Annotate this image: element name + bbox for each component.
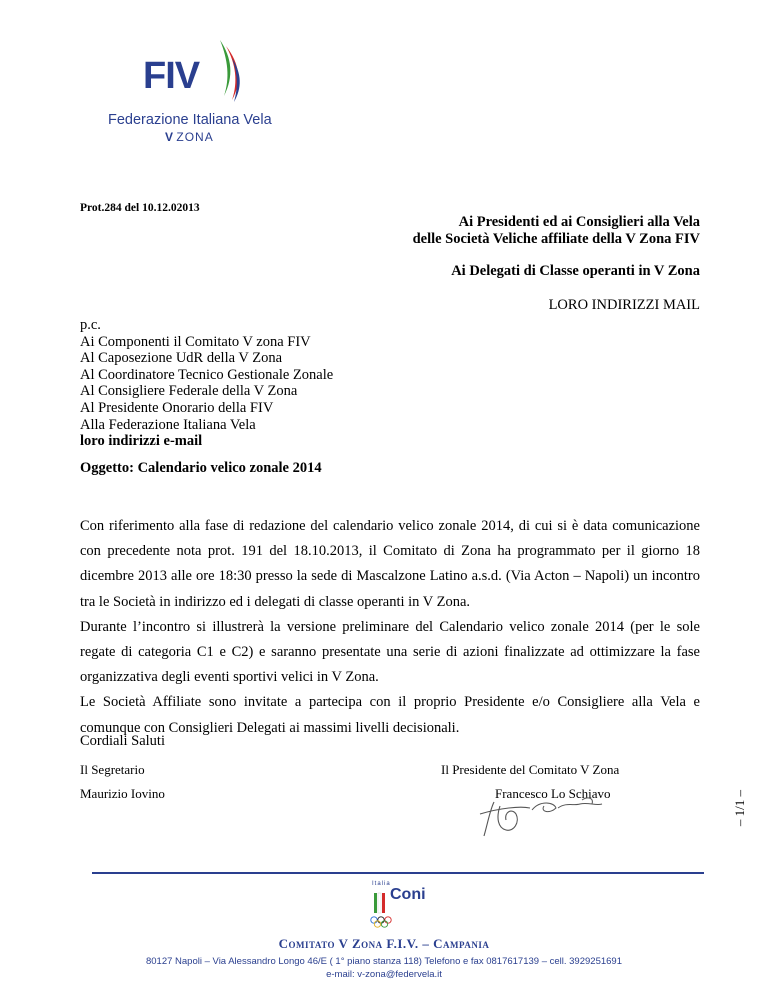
cc-item: Al Presidente Onorario della FIV xyxy=(80,399,274,416)
recipient-line-4: LORO INDIRIZZI MAIL xyxy=(548,297,700,313)
page-number: – 1/1 – xyxy=(732,789,747,827)
cc-item: Ai Componenti il Comitato V zona FIV xyxy=(80,333,311,350)
secretary-name: Maurizio Iovino xyxy=(80,786,165,801)
body-paragraph-3: Le Società Affiliate sono invitate a partecipa con il proprio Presidente e/o Consigliere alla Vela e comunque con Consiglieri Delegati ai massimi livelli decisionali. xyxy=(80,694,700,736)
president-role: Il Presidente del Comitato V Zona xyxy=(441,762,620,777)
protocol-number: Prot.284 del 10.12.02013 xyxy=(80,202,200,214)
president-name: Francesco Lo Schiavo xyxy=(495,786,611,801)
recipient-line-1: Ai Presidenti ed ai Consiglieri alla Vela xyxy=(458,214,700,230)
logo-zone xyxy=(165,130,214,144)
cc-list xyxy=(80,317,333,450)
committee-name: Comitato V Zona F.I.V. – Campania xyxy=(278,936,490,951)
footer-email: e-mail: v-zona@federvela.it xyxy=(326,969,442,980)
coni-italia-label: Italia xyxy=(372,881,391,887)
handwritten-signature xyxy=(470,792,620,844)
recipient-line-2: delle Società Veliche affiliate della V Zona FIV xyxy=(412,231,700,247)
cc-last: loro indirizzi e-mail xyxy=(80,433,203,450)
subject-line: Oggetto: Calendario velico zonale 2014 xyxy=(80,460,322,476)
recipient-line-3: Ai Delegati di Classe operanti in V Zona xyxy=(451,263,700,279)
cc-item: Al Consigliere Federale della V Zona xyxy=(80,383,298,400)
coni-wordmark: Coni xyxy=(390,886,426,903)
logo-subtitle: Federazione Italiana Vela xyxy=(108,112,272,128)
closing: Cordiali Saluti xyxy=(80,733,165,749)
letter-body xyxy=(80,514,700,741)
cc-label: p.c. xyxy=(80,317,101,333)
cc-item: Al Coordinatore Tecnico Gestionale Zonale xyxy=(80,366,334,383)
body-paragraph-1: Con riferimento alla fase di redazione del calendario velico zonale 2014, di cui si è data comunicazione con precedente nota prot. 191 del 18.10.2013, il Comitato di Zona ha programmato per il giorno 18 dicembre 2013 alle ore 18:30 presso la sede di Mascalzone Latino a.s.d. (Via Acton – Napoli) un incontro tra le Società in indirizzo ed i delegati di classe operanti in V Zona. xyxy=(80,518,700,610)
secretary-role: Il Segretario xyxy=(80,762,145,777)
footer-address: 80127 Napoli – Via Alessandro Longo 46/E ( 1° piano stanza 118) Telefono e fax 0817617139 – cell. 3929251691 xyxy=(145,956,622,967)
cc-item: Alla Federazione Italiana Vela xyxy=(80,416,256,433)
body-paragraph-2: Durante l’incontro si illustrerà la versione preliminare del Calendario velico zonale 2014 (per le sole regate di categoria C1 e C2) e saranno presentate una serie di azioni finalizzate ad ottimizzare la fase organizzativa degli eventi sportivi velici in V Zona. xyxy=(80,618,700,686)
footer-divider xyxy=(92,872,704,874)
zone-prefix: V xyxy=(165,130,174,144)
zone-word: ZONA xyxy=(176,130,214,144)
cc-item: Al Caposezione UdR della V Zona xyxy=(80,350,283,367)
logo-wordmark: FIV xyxy=(143,55,200,97)
